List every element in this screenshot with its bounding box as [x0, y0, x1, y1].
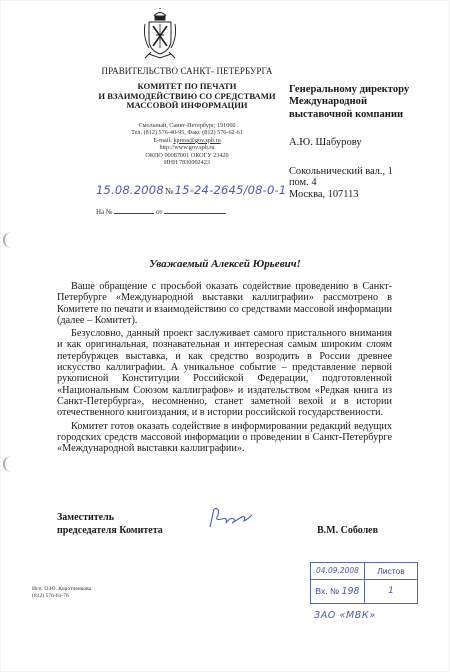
incoming-registration-stamp	[310, 562, 418, 604]
executor-phone: (812) 576-61-76	[32, 593, 69, 599]
signatory-name: В.М. Соболев	[317, 525, 379, 536]
body-paragraph: Ваше обращение с просьбой оказать содействие проведению в Санкт-Петербурге «Международной выставки каллиграфии» рассмотрено в Комитете по печати и взаимодействию со средствами массовой информации (далее – Комитет).	[57, 281, 392, 326]
outgoing-date-number: 15.08.2008№15-24-2645/08-0-1	[96, 183, 287, 197]
binder-hole-mark	[3, 232, 13, 248]
website-link[interactable]: http://www.gov.spb.ru	[159, 144, 215, 152]
recipient-address: Сокольнический вал., 1 пом. 4 Москва, 107113	[289, 166, 393, 200]
signatory-title: Заместитель председателя Комитета	[57, 512, 163, 536]
ref-number-blank	[114, 213, 154, 214]
sheets-value: 1	[388, 586, 394, 596]
body-paragraph: Безусловно, данный проект заслуживает самого пристального внимания и как оригинальная, познавательная и интересная самым широким слоям петербуржцев выставка, и как средство возродить в России древнее искусство каллиграфии. А уникальное событие – представление первой рукописной Конституции Российской Федерации, подготовленной «Национальным Союзом каллиграфов» и издательством «Редкая книга из Санкт-Петербурга», несомненно, станет заметной вехой и в истории отечественного книгоиздания, и в истории российской государственности.	[57, 328, 392, 419]
salutation: Уважаемый Алексей Юрьевич!	[149, 258, 301, 270]
handwritten-signature-icon	[200, 503, 260, 531]
letterhead-contacts	[72, 122, 302, 166]
reply-reference-line: На № от	[96, 208, 226, 216]
letter-body	[57, 281, 392, 456]
committee-phone: Тел. (812) 576-40-95, Факс (812) 576-62-61	[131, 129, 243, 137]
email-link[interactable]: kpress@gov.spb.ru	[173, 136, 221, 144]
sheets-label: Листов	[365, 563, 417, 580]
okpo-codes: ОКПО 00087001 ОКОГУ 23420	[145, 151, 229, 159]
incoming-number: 198	[341, 586, 360, 597]
recipient-name: А.Ю. Шабурову	[289, 137, 362, 148]
recipient-title: Генеральному директору Международной выставочной компании	[289, 84, 410, 120]
coat-of-arms-icon	[141, 8, 179, 60]
committee-name: КОМИТЕТ ПО ПЕЧАТИ И ВЗАИМОДЕЙСТВИЮ СО СРЕДСТВАМИ МАССОВОЙ ИНФОРМАЦИИ	[98, 81, 276, 111]
inn-code: ИНН 7830002423	[164, 159, 210, 167]
incoming-number-row: Вх. № 198	[315, 586, 360, 597]
binder-hole-mark	[3, 456, 13, 472]
ref-date-blank	[164, 213, 226, 214]
handwritten-note: ЗАО «МВК»	[314, 610, 376, 621]
body-paragraph: Комитет готов оказать содействие в информировании редакций ведущих городских средств массовой информации о проведении в Санкт-Петербурге «Международной выставки каллиграфии».	[57, 420, 392, 455]
government-name: ПРАВИТЕЛЬСТВО САНКТ- ПЕТЕРБУРГА	[101, 66, 273, 76]
executor-name: Исп. О.Ю. Коротченкова	[32, 586, 92, 592]
committee-address: Смольный, Санкт-Петербург, 191060	[138, 122, 236, 129]
outgoing-date: 15.08.2008	[96, 183, 164, 197]
committee-email-line: E-mail: kpress@gov.spb.ru	[153, 136, 221, 144]
executor-info	[32, 586, 91, 600]
outgoing-number: 15-24-2645/08-0-1	[174, 183, 287, 197]
incoming-date: 04.09.2008	[311, 563, 364, 580]
